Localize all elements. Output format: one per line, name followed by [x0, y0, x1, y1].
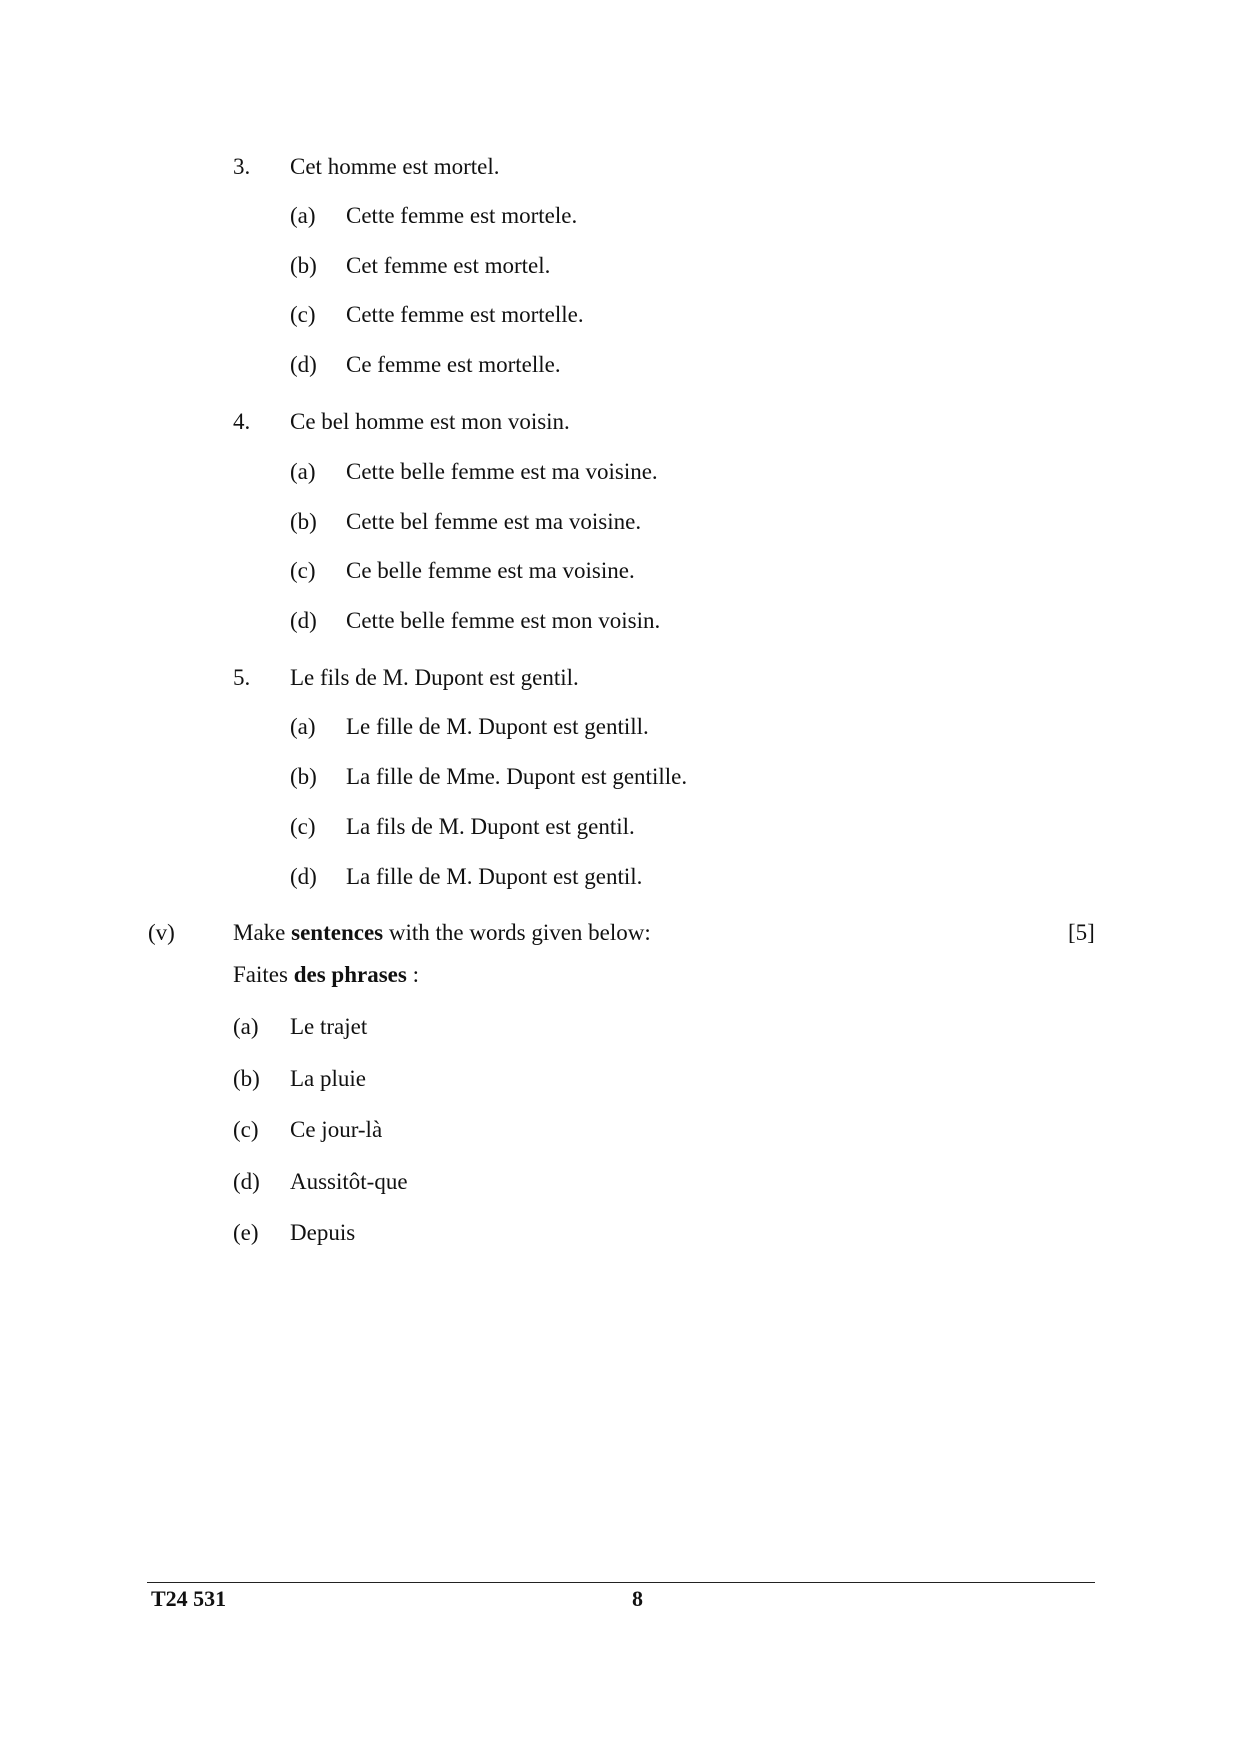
section-instruction-fr: Faites des phrases : [233, 962, 419, 987]
option-letter: (d) [290, 352, 317, 377]
page-number: 8 [632, 1586, 643, 1611]
option-text: Ce belle femme est ma voisine. [346, 558, 635, 583]
option-text: Ce femme est mortelle. [346, 352, 561, 377]
section-number: (v) [148, 920, 175, 945]
option-letter: (b) [290, 509, 317, 534]
section-instruction-en: Make sentences with the words given below: [233, 920, 651, 945]
option-letter: (a) [290, 714, 316, 739]
option-text: Le fille de M. Dupont est gentill. [346, 714, 649, 739]
item-text: La pluie [290, 1066, 366, 1091]
option-letter: (d) [290, 864, 317, 889]
question-number: 5. [233, 665, 251, 690]
option-text: La fille de M. Dupont est gentil. [346, 864, 643, 889]
option-letter: (c) [290, 302, 316, 327]
option-text: La fille de Mme. Dupont est gentille. [346, 764, 688, 789]
option-text: Cet femme est mortel. [346, 253, 551, 278]
option-text: Cette femme est mortele. [346, 203, 578, 228]
option-text: Cette femme est mortelle. [346, 302, 584, 327]
footer-divider [147, 1582, 1095, 1583]
item-letter: (e) [233, 1220, 259, 1245]
paper-code: T24 531 [151, 1586, 227, 1611]
option-letter: (b) [290, 253, 317, 278]
item-text: Le trajet [290, 1014, 368, 1039]
item-letter: (b) [233, 1066, 260, 1091]
section-marks: [5] [1068, 920, 1095, 945]
option-text: Cette belle femme est ma voisine. [346, 459, 658, 484]
option-letter: (a) [290, 459, 316, 484]
question-text: Le fils de M. Dupont est gentil. [290, 665, 579, 690]
item-text: Aussitôt-que [290, 1169, 408, 1194]
question-text: Ce bel homme est mon voisin. [290, 409, 570, 434]
option-text: La fils de M. Dupont est gentil. [346, 814, 635, 839]
item-letter: (d) [233, 1169, 260, 1194]
option-letter: (d) [290, 608, 317, 633]
option-letter: (a) [290, 203, 316, 228]
item-text: Ce jour-là [290, 1117, 383, 1142]
item-letter: (c) [233, 1117, 259, 1142]
option-letter: (c) [290, 814, 316, 839]
question-number: 3. [233, 154, 251, 179]
item-text: Depuis [290, 1220, 356, 1245]
option-text: Cette bel femme est ma voisine. [346, 509, 642, 534]
question-number: 4. [233, 409, 251, 434]
item-letter: (a) [233, 1014, 259, 1039]
question-text: Cet homme est mortel. [290, 154, 500, 179]
option-letter: (b) [290, 764, 317, 789]
option-letter: (c) [290, 558, 316, 583]
option-text: Cette belle femme est mon voisin. [346, 608, 661, 633]
